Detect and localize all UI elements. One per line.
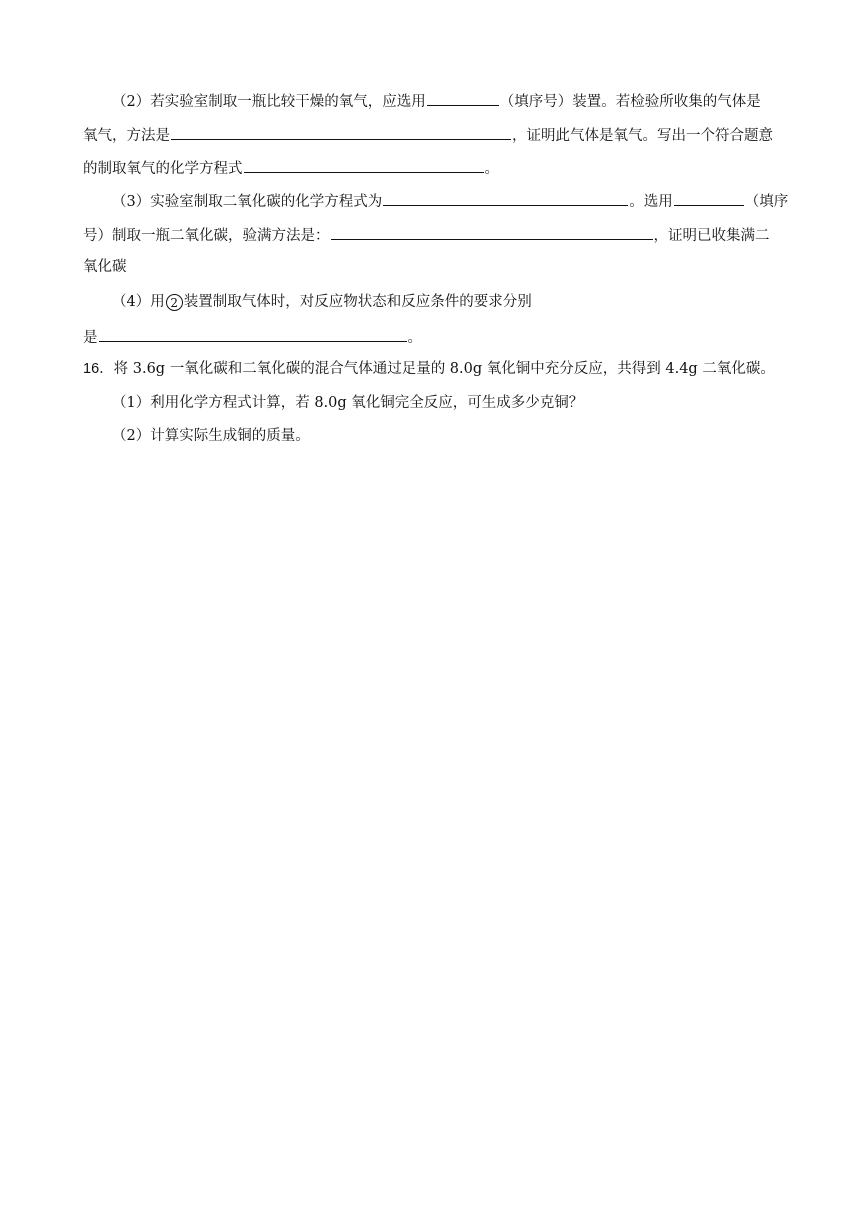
- q15-part3-text-f: 氧化碳: [83, 259, 127, 275]
- q15-part3-text-b: 。选用: [629, 194, 673, 210]
- q15-part2-text-c: 氧气，方法是: [83, 128, 170, 144]
- q15-part2-text-f: 。: [484, 161, 499, 177]
- q15-part4-text-c: 是: [83, 330, 98, 346]
- q15-part4-text-b: 装置制取气体时，对反应物状态和反应条件的要求分别: [183, 294, 532, 310]
- q16-sub2-line: [112, 426, 808, 446]
- q15-part3-text-e: ，证明已收集满二: [653, 228, 770, 244]
- answer-blank[interactable]: [383, 190, 628, 206]
- circled-number-2: 2: [166, 294, 183, 311]
- q15-part4-text-d: 。: [407, 330, 422, 346]
- q15-part3-text-a: （3）实验室制取二氧化碳的化学方程式为: [112, 194, 383, 210]
- q15-part2-line2: [83, 124, 808, 144]
- answer-blank[interactable]: [427, 90, 499, 106]
- answer-blank[interactable]: [171, 124, 511, 140]
- q15-part4-line2: [83, 326, 808, 346]
- q15-part4-line1: [112, 292, 808, 312]
- q15-part2-line3: [83, 157, 808, 177]
- answer-blank[interactable]: [244, 157, 484, 173]
- q15-part3-line2: [83, 224, 808, 244]
- answer-blank[interactable]: [99, 326, 407, 342]
- q16-sub1: （1）利用化学方程式计算，若 8.0g 氧化铜完全反应，可生成多少克铜？: [112, 395, 584, 411]
- q16-stem: 将 3.6g 一氧化碳和二氧化碳的混合气体通过足量的 8.0g 氧化铜中充分反应，共得到 4.4g 二氧化碳。: [113, 361, 775, 377]
- q15-part2-text-e: 的制取氧气的化学方程式: [83, 161, 243, 177]
- q16-sub2: （2）计算实际生成铜的质量。: [112, 428, 310, 444]
- answer-blank[interactable]: [331, 224, 653, 240]
- q15-part3-line3: [83, 257, 808, 277]
- q16-stem-line: [83, 359, 808, 379]
- q16-sub1-line: [112, 393, 808, 413]
- q16-number: 16．: [83, 361, 114, 377]
- q15-part3-text-d: 号）制取一瓶二氧化碳，验满方法是：: [83, 228, 330, 244]
- q15-part3-text-c: （填序: [744, 194, 789, 210]
- q15-part2-text-d: ，证明此气体是氧气。写出一个符合题意: [512, 128, 773, 144]
- answer-blank[interactable]: [674, 190, 744, 206]
- q15-part2-text-b: （填序号）装置。若检验所收集的气体是: [499, 94, 761, 110]
- q15-part2-text-a: （2）若实验室制取一瓶比较干燥的氧气，应选用: [112, 94, 426, 110]
- q15-part3-line1: [112, 190, 808, 210]
- q15-part4-text-a: （4）用: [112, 294, 165, 310]
- q15-part2-line1: [112, 90, 808, 110]
